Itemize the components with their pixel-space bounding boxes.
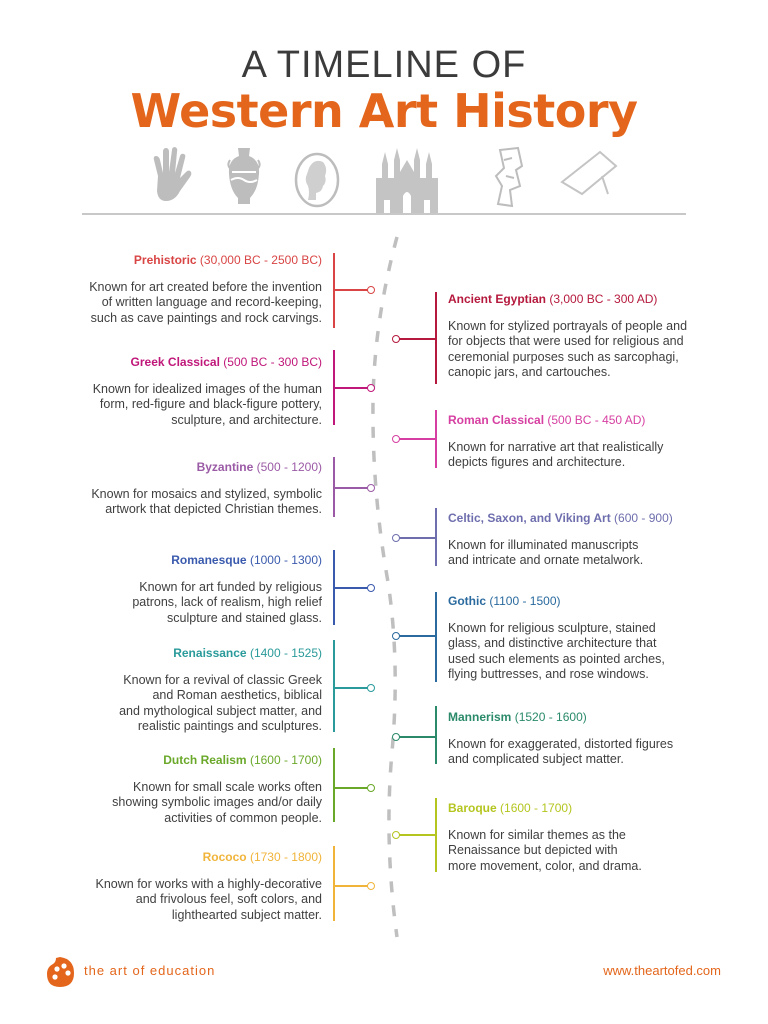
timeline-entry-gothic bbox=[448, 594, 738, 683]
entry-heading bbox=[448, 801, 738, 817]
entry-bar bbox=[435, 410, 437, 468]
timeline-entry-ancient-egyptian bbox=[448, 292, 738, 381]
entry-heading bbox=[448, 594, 738, 610]
timeline-entry-renaissance bbox=[32, 646, 322, 735]
entry-description bbox=[32, 780, 322, 827]
entry-description-line: Known for a revival of classic Greek bbox=[123, 672, 322, 687]
entry-dot bbox=[392, 831, 400, 839]
entry-description-line: realistic paintings and sculptures. bbox=[137, 719, 322, 733]
entry-description bbox=[32, 280, 322, 327]
entry-description-line: Known for similar themes as the bbox=[448, 827, 626, 842]
entry-description-line: of written language and record-keeping, bbox=[101, 295, 322, 309]
title-divider bbox=[82, 213, 686, 215]
entry-bar bbox=[333, 748, 335, 822]
entry-bar bbox=[435, 706, 437, 764]
entry-description-line: Known for narrative art that realistically bbox=[448, 439, 664, 454]
entry-description-line: artwork that depicted Christian themes. bbox=[105, 502, 322, 516]
entry-bar bbox=[333, 640, 335, 732]
cameo-icon bbox=[292, 146, 342, 208]
entry-connector bbox=[333, 487, 371, 489]
entry-dot bbox=[367, 784, 375, 792]
entry-description-line: and Roman aesthetics, biblical bbox=[152, 688, 322, 702]
entry-name: Mannerism bbox=[448, 710, 512, 724]
entry-dot bbox=[392, 435, 400, 443]
entry-dates: (1520 - 1600) bbox=[511, 710, 587, 724]
cathedral-icon bbox=[374, 146, 440, 216]
entry-description-line: Known for stylized portrayals of people and bbox=[448, 318, 688, 333]
entry-connector bbox=[333, 787, 371, 789]
entry-description-line: flying buttresses, and rose windows. bbox=[448, 667, 649, 681]
entry-heading bbox=[32, 460, 322, 476]
entry-description-line: sculpture and stained glass. bbox=[167, 610, 322, 625]
entry-description-line: depicts figures and architecture. bbox=[448, 455, 626, 469]
entry-description-line: Known for art created before the invention bbox=[89, 279, 322, 294]
entry-description-line: and frivolous feel, soft colors, and bbox=[135, 892, 322, 906]
entry-bar bbox=[435, 798, 437, 872]
entry-name: Renaissance bbox=[173, 646, 247, 660]
entry-dot bbox=[367, 882, 375, 890]
entry-description-line: sculpture, and architecture. bbox=[171, 412, 322, 427]
footer-url-link[interactable]: www.theartofed.com bbox=[603, 963, 721, 978]
entry-dates: (3,000 BC - 300 AD) bbox=[546, 292, 658, 306]
entry-connector bbox=[333, 587, 371, 589]
entry-name: Prehistoric bbox=[133, 253, 197, 267]
entry-description-line: and mythological subject matter, and bbox=[119, 703, 322, 718]
entry-dates: (30,000 BC - 2500 BC) bbox=[196, 253, 322, 267]
entry-connector bbox=[396, 736, 435, 738]
entry-heading bbox=[448, 413, 738, 429]
entry-connector bbox=[396, 834, 435, 836]
entry-description-line: lighthearted subject matter. bbox=[171, 907, 322, 922]
entry-name: Baroque bbox=[448, 801, 497, 815]
entry-dot bbox=[367, 484, 375, 492]
entry-description-line: form, red-figure and black-figure pottery, bbox=[99, 397, 322, 411]
entry-dot bbox=[392, 335, 400, 343]
entry-description-line: Known for illuminated manuscripts bbox=[448, 537, 639, 552]
entry-description bbox=[448, 737, 738, 768]
entry-description bbox=[32, 382, 322, 429]
entry-heading bbox=[32, 753, 322, 769]
entry-name: Gothic bbox=[448, 594, 486, 608]
title-line-2: Western Art History bbox=[130, 84, 638, 138]
entry-bar bbox=[435, 508, 437, 566]
entry-bar bbox=[333, 253, 335, 328]
entry-bar bbox=[333, 846, 335, 921]
timeline-entry-roman-classical bbox=[448, 413, 738, 471]
entry-dates: (500 BC - 450 AD) bbox=[544, 413, 646, 427]
entry-connector bbox=[396, 338, 435, 340]
timeline-entry-dutch-realism bbox=[32, 753, 322, 826]
entry-dates: (1100 - 1500) bbox=[486, 594, 561, 608]
entry-connector bbox=[396, 537, 435, 539]
entry-description bbox=[448, 319, 738, 381]
entry-heading bbox=[32, 355, 322, 371]
entry-dot bbox=[367, 684, 375, 692]
timeline-entry-celtic-saxon-and-viking-art bbox=[448, 511, 738, 569]
entry-description bbox=[448, 621, 738, 683]
entry-description-line: used such elements as pointed arches, bbox=[448, 651, 665, 666]
entry-description-line: more movement, color, and drama. bbox=[448, 858, 642, 873]
entry-connector bbox=[333, 289, 371, 291]
entry-description-line: Known for mosaics and stylized, symbolic bbox=[91, 486, 322, 501]
entry-heading bbox=[32, 850, 322, 866]
entry-name: Celtic, Saxon, and Viking Art bbox=[448, 511, 611, 525]
hand-icon bbox=[148, 146, 194, 206]
entry-bar bbox=[435, 292, 437, 384]
entry-description-line: patrons, lack of realism, high relief bbox=[132, 595, 322, 609]
entry-heading bbox=[448, 710, 738, 726]
timeline-entry-baroque bbox=[448, 801, 738, 874]
entry-heading bbox=[32, 553, 322, 569]
entry-heading bbox=[32, 253, 322, 269]
entry-description-line: such as cave paintings and rock carvings. bbox=[90, 310, 322, 325]
entry-description-line: ceremonial purposes such as sarcophagi, bbox=[448, 349, 679, 364]
art-of-education-logo-icon bbox=[44, 955, 76, 989]
timeline-entry-romanesque bbox=[32, 553, 322, 626]
entry-description-line: Known for exaggerated, distorted figures bbox=[448, 736, 674, 751]
entry-dates: (500 - 1200) bbox=[253, 460, 322, 474]
entry-connector bbox=[333, 387, 371, 389]
entry-heading bbox=[32, 646, 322, 662]
entry-dates: (1600 - 1700) bbox=[246, 753, 322, 767]
entry-connector bbox=[396, 635, 435, 637]
entry-dates: (1000 - 1300) bbox=[246, 553, 322, 567]
entry-dot bbox=[367, 384, 375, 392]
entry-dates: (1730 - 1800) bbox=[246, 850, 322, 864]
entry-description bbox=[32, 877, 322, 924]
entry-heading bbox=[448, 292, 738, 308]
entry-heading bbox=[448, 511, 738, 527]
entry-name: Byzantine bbox=[196, 460, 254, 474]
entry-description bbox=[32, 487, 322, 518]
timeline-entry-prehistoric bbox=[32, 253, 322, 326]
entry-connector bbox=[333, 687, 371, 689]
entry-bar bbox=[435, 592, 437, 682]
entry-description-line: and complicated subject matter. bbox=[448, 752, 624, 766]
entry-description-line: showing symbolic images and/or daily bbox=[112, 795, 322, 809]
entry-description-line: Known for works with a highly-decorative bbox=[95, 876, 322, 891]
entry-description bbox=[448, 538, 738, 569]
entry-description bbox=[32, 580, 322, 627]
entry-description-line: Known for religious sculpture, stained bbox=[448, 620, 656, 635]
entry-connector bbox=[333, 885, 371, 887]
footer-brand: the art of education bbox=[84, 963, 216, 978]
entry-description bbox=[448, 828, 738, 875]
entry-dot bbox=[392, 632, 400, 640]
entry-description-line: Renaissance but depicted with bbox=[448, 843, 618, 857]
amphora-icon bbox=[226, 146, 262, 208]
entry-description bbox=[32, 673, 322, 735]
entry-description bbox=[448, 440, 738, 471]
entry-description-line: for objects that were used for religious and bbox=[448, 334, 684, 348]
timeline-entry-rococo bbox=[32, 850, 322, 923]
entry-dot bbox=[392, 733, 400, 741]
entry-description-line: Known for idealized images of the human bbox=[92, 381, 322, 396]
entry-name: Ancient Egyptian bbox=[448, 292, 547, 306]
entry-description-line: and intricate and ornate metalwork. bbox=[448, 553, 644, 567]
entry-dates: (600 - 900) bbox=[610, 511, 673, 525]
cubist-face-icon bbox=[492, 146, 532, 210]
entry-name: Greek Classical bbox=[130, 355, 220, 369]
abstract-shape-icon bbox=[558, 146, 620, 198]
entry-description-line: Known for small scale works often bbox=[133, 779, 322, 794]
timeline-entry-byzantine bbox=[32, 460, 322, 518]
entry-connector bbox=[396, 438, 435, 440]
title-line-1: A TIMELINE OF bbox=[241, 44, 527, 86]
timeline-entry-mannerism bbox=[448, 710, 738, 768]
entry-description-line: Known for art funded by religious bbox=[139, 579, 322, 594]
entry-description-line: activities of common people. bbox=[164, 810, 322, 825]
entry-name: Dutch Realism bbox=[163, 753, 247, 767]
entry-name: Romanesque bbox=[171, 553, 247, 567]
entry-dot bbox=[392, 534, 400, 542]
entry-name: Rococo bbox=[202, 850, 247, 864]
entry-name: Roman Classical bbox=[448, 413, 545, 427]
timeline-entry-greek-classical bbox=[32, 355, 322, 428]
entry-description-line: glass, and distinctive architecture that bbox=[448, 636, 657, 650]
entry-dates: (1400 - 1525) bbox=[246, 646, 322, 660]
era-icons-row bbox=[140, 146, 640, 216]
entry-dates: (1600 - 1700) bbox=[496, 801, 573, 815]
entry-dot bbox=[367, 584, 375, 592]
entry-description-line: canopic jars, and cartouches. bbox=[448, 365, 611, 379]
entry-dot bbox=[367, 286, 375, 294]
entry-dates: (500 BC - 300 BC) bbox=[219, 355, 322, 369]
